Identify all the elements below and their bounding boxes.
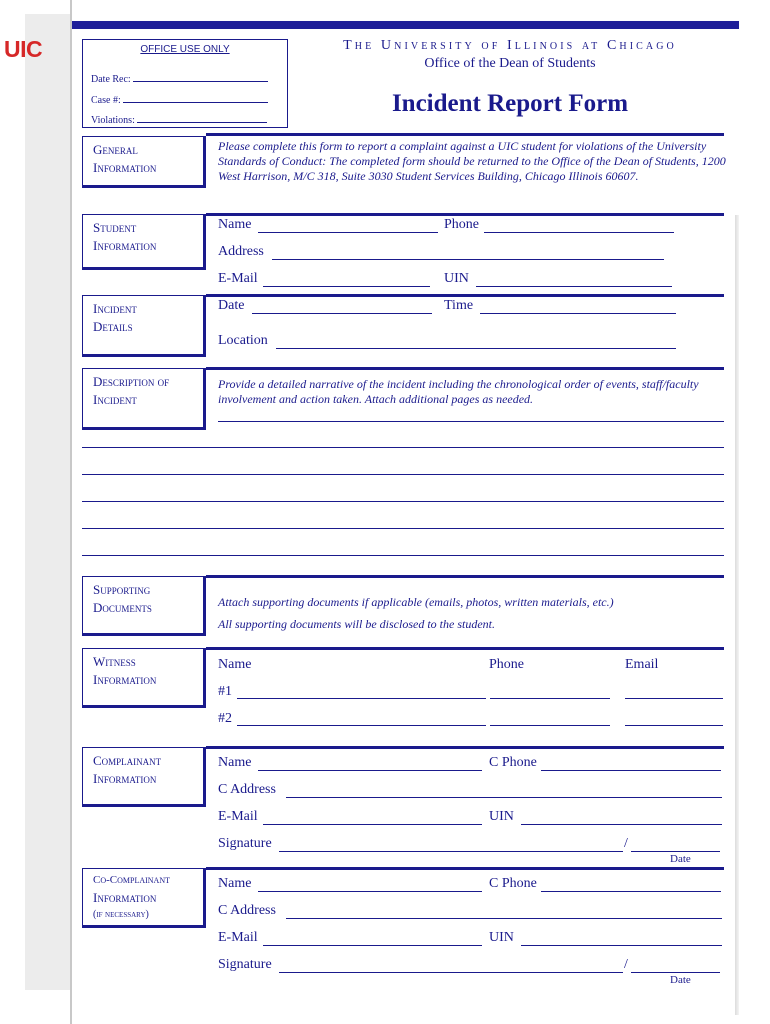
- complainant-name-label: Name: [218, 755, 252, 770]
- violations-row: [91, 112, 267, 126]
- student-rule: [206, 213, 724, 216]
- date-rec-field[interactable]: [133, 71, 268, 82]
- narrative-line-2[interactable]: [82, 447, 724, 448]
- witness-2-email-field[interactable]: [625, 725, 723, 726]
- incident-rule: [206, 294, 724, 297]
- description-section-label: [82, 368, 206, 430]
- office-use-title: OFFICE USE ONLY: [140, 44, 230, 55]
- left-margin-strip: [25, 14, 70, 990]
- witness-2-phone-field[interactable]: [490, 725, 610, 726]
- cocomplainant-signature-label: Signature: [218, 957, 272, 972]
- cocomplainant-name-label: Name: [218, 876, 252, 891]
- complainant-cphone-label: C Phone: [489, 755, 537, 770]
- complainant-signature-label: Signature: [218, 836, 272, 851]
- cocomplainant-slash: /: [624, 957, 628, 972]
- incident-date-field[interactable]: [252, 313, 432, 314]
- uic-logo: UIC: [4, 36, 43, 62]
- complainant-slash: /: [624, 836, 628, 851]
- cocomplainant-caddress-label: C Address: [218, 903, 276, 918]
- incident-time-label: Time: [444, 298, 474, 313]
- witness-phone-header: Phone: [489, 657, 524, 672]
- narrative-line-1[interactable]: [218, 421, 724, 422]
- university-name: The University of Illinois at Chicago: [343, 38, 677, 53]
- incident-date-label: Date: [218, 298, 245, 313]
- general-section-label: [82, 136, 206, 188]
- student-email-field[interactable]: [263, 286, 430, 287]
- description-rule: [206, 367, 724, 370]
- witness-section-label: [82, 648, 206, 708]
- left-margin-border: [70, 0, 72, 1024]
- description-instructions: Provide a detailed narrative of the incident including the chronological order of events, staff/faculty involvement and action taken. Attach additional pages as needed.: [218, 377, 699, 406]
- witness-1-email-field[interactable]: [625, 698, 723, 699]
- student-email-label: E-Mail: [218, 271, 258, 286]
- student-phone-field[interactable]: [484, 232, 674, 233]
- general-label-2: Information: [93, 160, 157, 175]
- student-address-label: Address: [218, 244, 264, 259]
- cocomplainant-name-field[interactable]: [258, 891, 482, 892]
- header-bar: [72, 21, 739, 29]
- witness-email-header: Email: [625, 657, 659, 672]
- cocomplainant-uin-label: UIN: [489, 930, 514, 945]
- complainant-label-1: Complainant: [93, 753, 162, 768]
- incident-label-2: Details: [93, 319, 133, 334]
- witness-1-name-field[interactable]: [237, 698, 486, 699]
- supporting-label-1: Supporting: [93, 582, 151, 597]
- narrative-line-3[interactable]: [82, 474, 724, 475]
- cocomplainant-date-field[interactable]: [631, 972, 720, 973]
- cocomplainant-rule: [206, 867, 724, 870]
- witness-1-label: #1: [218, 684, 232, 699]
- form-title: Incident Report Form: [391, 90, 629, 117]
- complainant-rule: [206, 746, 724, 749]
- supporting-label-2: Documents: [93, 600, 152, 615]
- complainant-signature-field[interactable]: [279, 851, 623, 852]
- cocomplainant-signature-field[interactable]: [279, 972, 623, 973]
- violations-field[interactable]: [137, 112, 267, 123]
- cocomplainant-date-label: Date: [670, 974, 691, 986]
- date-rec-row: [91, 71, 268, 85]
- witness-2-name-field[interactable]: [237, 725, 486, 726]
- witness-1-phone-field[interactable]: [490, 698, 610, 699]
- complainant-uin-label: UIN: [489, 809, 514, 824]
- case-label: Case #:: [91, 95, 121, 106]
- student-uin-field[interactable]: [476, 286, 672, 287]
- complainant-caddress-field[interactable]: [286, 797, 722, 798]
- student-address-field[interactable]: [272, 259, 664, 260]
- witness-name-header: Name: [218, 657, 252, 672]
- cocomplainant-label-3: (if necessary): [93, 909, 149, 920]
- student-phone-label: Phone: [444, 217, 479, 232]
- narrative-line-5[interactable]: [82, 528, 724, 529]
- witness-2-label: #2: [218, 711, 232, 726]
- complainant-uin-field[interactable]: [521, 824, 722, 825]
- right-shadow: [735, 215, 739, 1015]
- supporting-rule: [206, 575, 724, 578]
- cocomplainant-cphone-field[interactable]: [541, 891, 721, 892]
- cocomplainant-uin-field[interactable]: [521, 945, 722, 946]
- student-section-label: [82, 214, 206, 270]
- incident-location-field[interactable]: [276, 348, 676, 349]
- witness-label-2: Information: [93, 672, 157, 687]
- cocomplainant-label-1: Co-Complainant: [93, 874, 171, 886]
- complainant-caddress-label: C Address: [218, 782, 276, 797]
- date-rec-label: Date Rec:: [91, 74, 131, 85]
- student-name-label: Name: [218, 217, 252, 232]
- narrative-line-6[interactable]: [82, 555, 724, 556]
- incident-section-label: [82, 295, 206, 357]
- office-name: Office of the Dean of Students: [424, 56, 596, 71]
- supporting-text-1: Attach supporting documents if applicable (emails, photos, written materials, etc.): [218, 595, 614, 609]
- cocomplainant-caddress-field[interactable]: [286, 918, 722, 919]
- complainant-email-label: E-Mail: [218, 809, 258, 824]
- complainant-label-2: Information: [93, 771, 157, 786]
- case-field[interactable]: [123, 92, 268, 103]
- witness-label-1: Witness: [93, 654, 136, 669]
- office-use-box: [82, 39, 288, 128]
- description-label-1: Description of: [93, 374, 170, 389]
- cocomplainant-cphone-label: C Phone: [489, 876, 537, 891]
- student-name-field[interactable]: [258, 232, 438, 233]
- cocomplainant-email-field[interactable]: [263, 945, 482, 946]
- witness-rule: [206, 647, 724, 650]
- complainant-section-label: [82, 747, 206, 807]
- supporting-text-2: All supporting documents will be disclosed to the student.: [218, 617, 495, 631]
- description-label-2: Incident: [93, 392, 137, 407]
- incident-time-field[interactable]: [480, 313, 676, 314]
- incident-label-1: Incident: [93, 301, 137, 316]
- case-row: [91, 92, 268, 106]
- student-label-2: Information: [93, 238, 157, 253]
- cocomplainant-email-label: E-Mail: [218, 930, 258, 945]
- student-uin-label: UIN: [444, 271, 469, 286]
- complainant-date-field[interactable]: [631, 851, 720, 852]
- supporting-section-label: [82, 576, 206, 636]
- complainant-cphone-field[interactable]: [541, 770, 721, 771]
- general-instructions: Please complete this form to report a complaint against a UIC student for violations of the University Standards of Conduct: The completed form should be returned to the Office of the Dean of Students, 1200 West Harrison, M/C 318, Suite 3030 Student Services Building, Chicago Illinois 60607.: [218, 139, 726, 183]
- incident-location-label: Location: [218, 333, 268, 348]
- general-label-1: General: [93, 142, 138, 157]
- complainant-email-field[interactable]: [263, 824, 482, 825]
- complainant-name-field[interactable]: [258, 770, 482, 771]
- narrative-line-4[interactable]: [82, 501, 724, 502]
- complainant-date-label: Date: [670, 853, 691, 865]
- violations-label: Violations:: [91, 115, 135, 126]
- student-label-1: Student: [93, 220, 137, 235]
- cocomplainant-label-2: Information: [93, 890, 157, 905]
- cocomplainant-section-label: [82, 868, 206, 928]
- general-rule: [206, 133, 724, 136]
